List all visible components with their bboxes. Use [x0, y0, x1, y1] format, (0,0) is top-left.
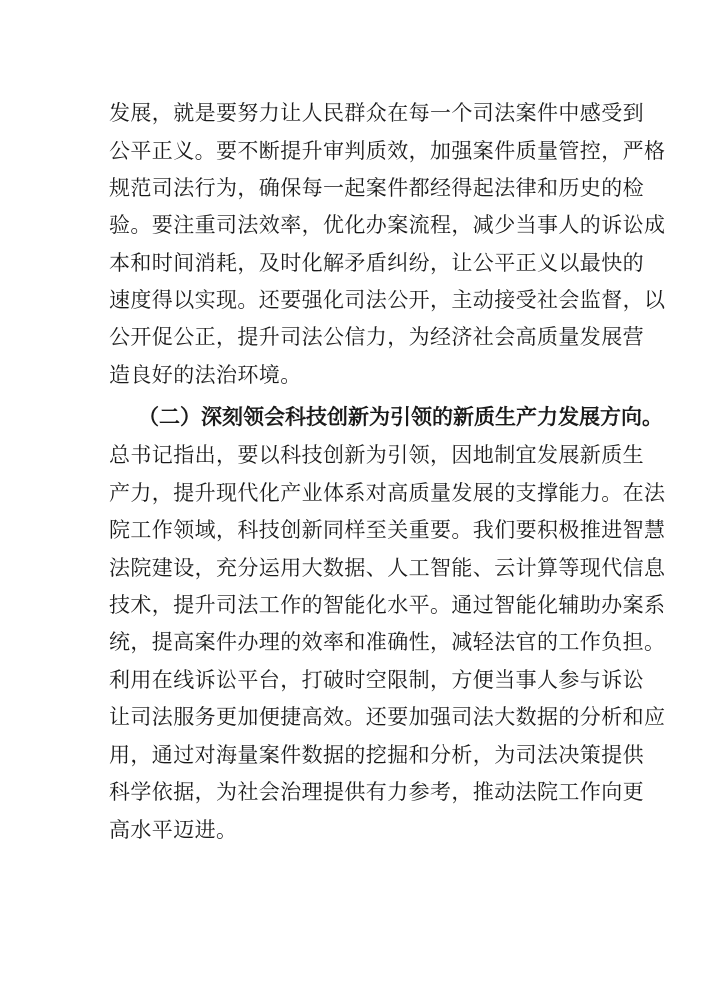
- paragraph-1-line-7: 公开促公正，提升司法公信力，为经济社会高质量发展营: [109, 325, 644, 349]
- paragraph-2-line-9: 用，通过对海量案件数据的挖掘和分析，为司法决策提供: [109, 743, 644, 767]
- paragraph-2-line-4: 法院建设，充分运用大数据、人工智能、云计算等现代信息: [109, 556, 666, 580]
- paragraph-1-line-5: 本和时间消耗，及时化解矛盾纠纷，让公平正义以最快的: [109, 251, 644, 275]
- paragraph-1-line-3: 规范司法行为，确保每一起案件都经得起法律和历史的检: [109, 176, 644, 200]
- paragraph-2-line-5: 技术，提升司法工作的智能化水平。通过智能化辅助办案系: [109, 593, 666, 617]
- paragraph-2-line-11: 高水平迈进。: [109, 818, 238, 842]
- paragraph-2-line-1: 总书记指出，要以科技创新为引领，因地制宜发展新质生: [109, 443, 644, 467]
- paragraph-2-line-10: 科学依据，为社会治理提供有力参考，推动法院工作向更: [109, 780, 644, 804]
- paragraph-2-line-3: 院工作领域，科技创新同样至关重要。我们要积极推进智慧: [109, 518, 666, 542]
- paragraph-2-line-2: 产力，提升现代化产业体系对高质量发展的支撑能力。在法: [109, 481, 666, 505]
- paragraph-1-line-8: 造良好的法治环境。: [109, 363, 302, 387]
- paragraph-1-line-4: 验。要注重司法效率，优化办案流程，减少当事人的诉讼成: [109, 213, 666, 237]
- paragraph-2-line-7: 利用在线诉讼平台，打破时空限制，方便当事人参与诉讼: [109, 668, 644, 692]
- section-heading: （二）深刻领会科技创新为引领的新质生产力发展方向。: [138, 405, 663, 429]
- paragraph-1-line-6: 速度得以实现。还要强化司法公开，主动接受社会监督，以: [109, 288, 666, 312]
- paragraph-1-line-2: 公平正义。要不断提升审判质效，加强案件质量管控，严格: [109, 139, 666, 163]
- paragraph-2-line-8: 让司法服务更加便捷高效。还要加强司法大数据的分析和应: [109, 705, 666, 729]
- paragraph-2-line-6: 统，提高案件办理的效率和准确性，减轻法官的工作负担。: [109, 630, 666, 654]
- paragraph-1-line-1: 发展，就是要努力让人民群众在每一个司法案件中感受到: [109, 101, 644, 125]
